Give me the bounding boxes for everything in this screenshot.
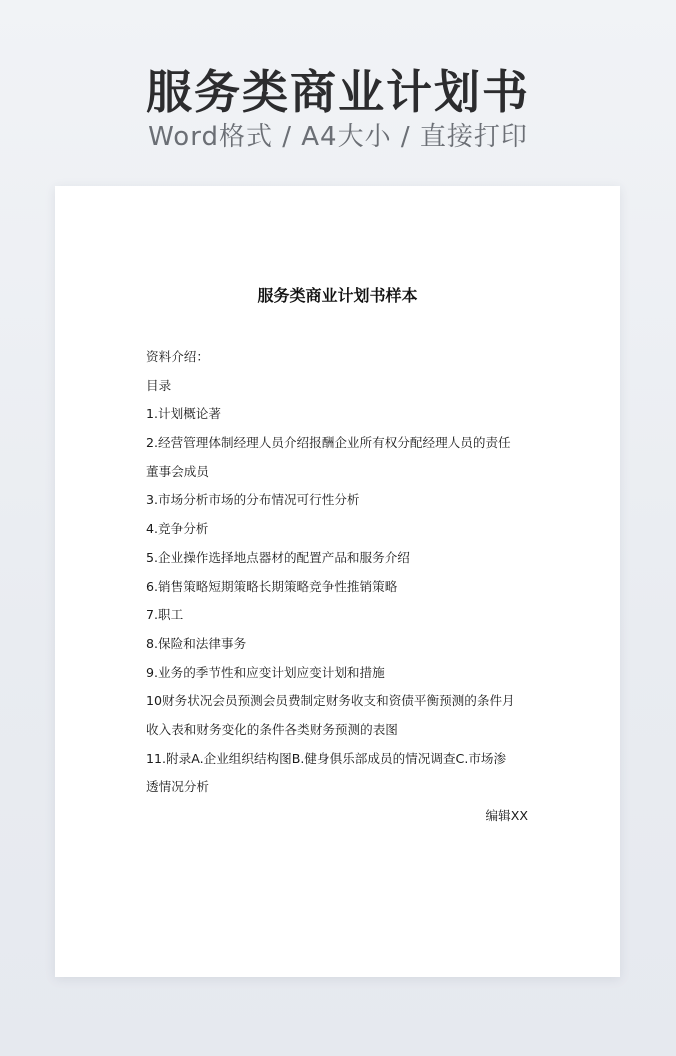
toc-item-continued: 董事会成员 bbox=[146, 463, 209, 479]
toc-item: 7.职工 bbox=[146, 607, 184, 623]
toc-item: 2.经营管理体制经理人员介绍报酬企业所有权分配经理人员的责任 bbox=[146, 435, 511, 451]
document-page bbox=[55, 186, 620, 977]
toc-item: 1.计划概论著 bbox=[146, 406, 221, 422]
intro-label: 资料介绍： bbox=[146, 349, 209, 364]
banner-subtitle: Word格式 / A4大小 / 直接打印 bbox=[148, 122, 528, 152]
editor-signature: 编辑XX bbox=[485, 808, 528, 823]
toc-item: 3.市场分析市场的分布情况可行性分析 bbox=[146, 492, 360, 508]
toc-item: 5.企业操作选择地点器材的配置产品和服务介绍 bbox=[146, 549, 410, 565]
toc-item: 6.销售策略短期策略长期策略竞争性推销策略 bbox=[146, 578, 398, 594]
document-body bbox=[146, 343, 526, 802]
banner-title: 服务类商业计划书 bbox=[146, 65, 530, 119]
toc-item-continued: 透情况分析 bbox=[146, 779, 209, 795]
toc-item: 11.附录A.企业组织结构图B.健身俱乐部成员的情况调查C.市场渗 bbox=[146, 750, 507, 766]
toc-item: 9.业务的季节性和应变计划应变计划和措施 bbox=[146, 664, 385, 680]
toc-item-continued: 收入表和财务变化的条件各类财务预测的表图 bbox=[146, 721, 398, 737]
toc-item: 10财务状况会员预测会员费制定财务收支和资债平衡预测的条件月 bbox=[146, 693, 515, 709]
document-title: 服务类商业计划书样本 bbox=[257, 286, 418, 305]
toc-item: 4.竞争分析 bbox=[146, 521, 209, 537]
toc-heading: 目录 bbox=[146, 377, 172, 393]
toc-item: 8.保险和法律事务 bbox=[146, 635, 247, 651]
